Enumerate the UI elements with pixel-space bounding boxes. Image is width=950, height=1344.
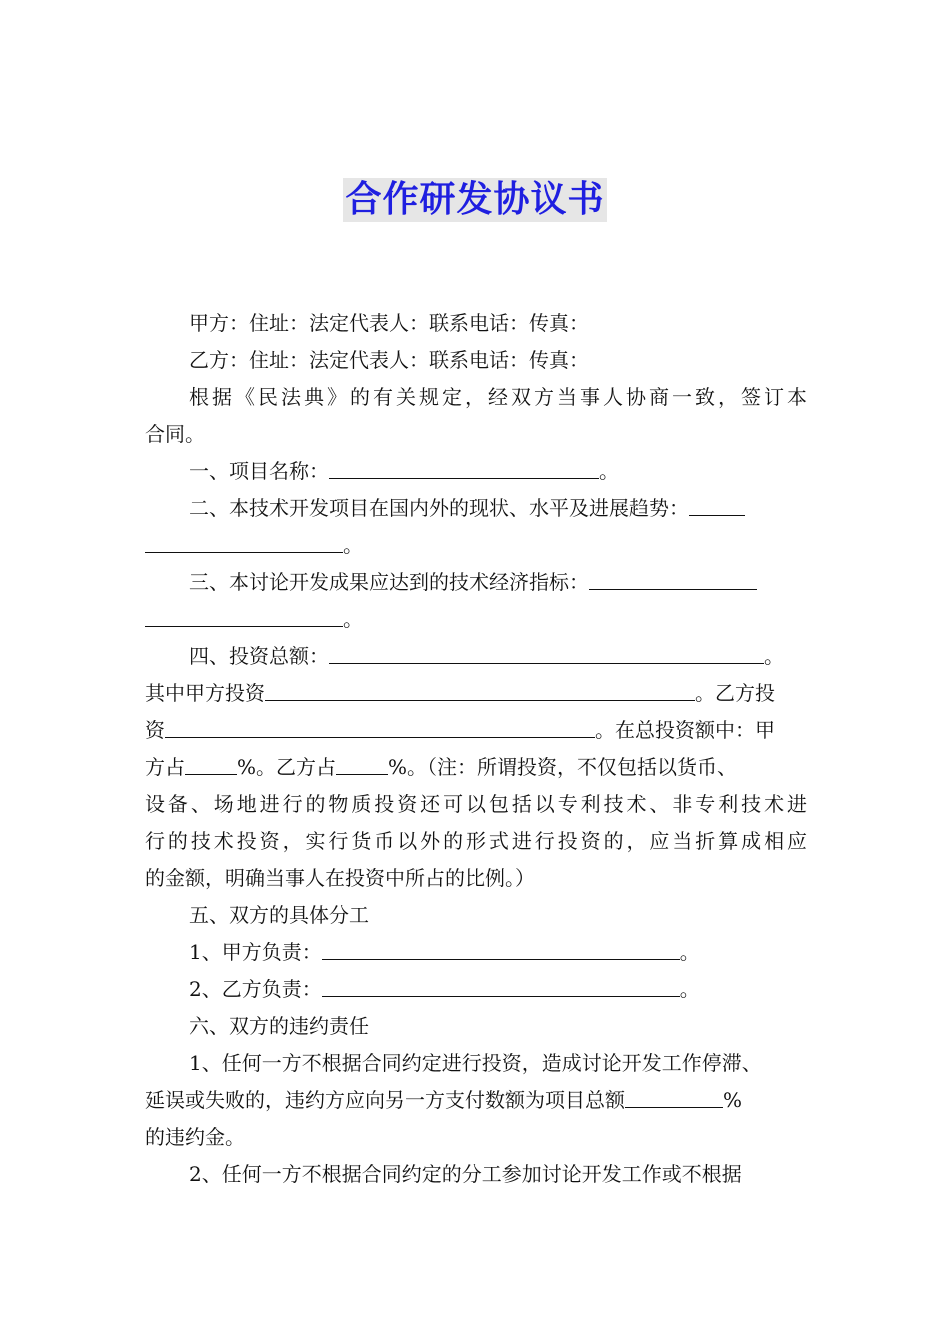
section-1-end: 。 <box>599 459 619 483</box>
preamble-line-1: 根据《民法典》的有关规定，经双方当事人协商一致，签订本 <box>189 385 807 409</box>
preamble-line-2: 合同。 <box>145 422 205 446</box>
status-blank-1 <box>689 493 745 516</box>
party-b-duty-label: 2、乙方负责： <box>189 977 322 1001</box>
party-a-invest-label: 其中甲方投资 <box>145 681 265 705</box>
party-a-share-label: 方占 <box>145 755 185 779</box>
penalty-percent-sign: % <box>723 1088 743 1112</box>
section-5-item-2-end: 。 <box>679 977 700 1001</box>
note-line-2: 设备、场地进行的物质投资还可以包括以专利技术、非专利技术进 <box>145 792 807 816</box>
section-1-project-name <box>145 453 807 490</box>
clause-1-line-3: 的违约金。 <box>145 1125 245 1149</box>
section-3-indicators <box>145 564 807 601</box>
party-b-line: 乙方：住址：法定代表人：联系电话：传真： <box>189 348 589 372</box>
section-4-party-b-investment <box>145 712 807 749</box>
note-line-3: 行的技术投资，实行货币以外的形式进行投资的，应当折算成相应 <box>145 829 807 853</box>
party-a-investment-blank <box>265 678 695 701</box>
section-3-end: 。 <box>343 607 363 631</box>
party-b-investment-blank <box>165 715 595 738</box>
clause-1-text: 延误或失败的，违约方应向另一方支付数额为项目总额 <box>145 1088 625 1112</box>
project-name-blank <box>329 456 599 479</box>
section-4-label: 四、投资总额： <box>189 644 329 668</box>
section-4-shares <box>145 749 807 786</box>
section-2-end: 。 <box>343 533 363 557</box>
party-b-duty-blank <box>322 974 680 997</box>
indicators-blank-2 <box>145 604 343 627</box>
party-b-invest-label: 资 <box>145 718 165 742</box>
party-a-share-blank <box>185 752 237 775</box>
note-line-4: 的金额，明确当事人在投资中所占的比例。） <box>145 866 535 890</box>
section-4-end1: 。 <box>764 644 784 668</box>
section-2-status <box>145 490 807 527</box>
section-5-item-1-end: 。 <box>679 940 700 964</box>
party-a-line: 甲方：住址：法定代表人：联系电话：传真： <box>189 311 589 335</box>
party-a-duty-label: 1、甲方负责： <box>189 940 322 964</box>
party-b-share-label: %。乙方占 <box>237 755 337 779</box>
clause-1-line-2 <box>145 1082 807 1119</box>
section-2-continuation <box>145 527 807 564</box>
section-6-heading: 六、双方的违约责任 <box>189 1014 369 1038</box>
section-4-party-a-investment <box>145 675 807 712</box>
total-investment-blank <box>329 641 764 664</box>
total-share-label: 。在总投资额中：甲 <box>595 718 775 742</box>
party-b-share-blank <box>336 752 388 775</box>
penalty-percent-blank <box>625 1085 723 1108</box>
party-a-duty-blank <box>322 937 680 960</box>
document-title: 合作研发协议书 <box>345 179 605 220</box>
clause-2-line-1: 2、任何一方不根据合同约定的分工参加讨论开发工作或不根据 <box>189 1162 742 1186</box>
section-5-item-1 <box>145 934 807 971</box>
section-3-label: 三、本讨论开发成果应达到的技术经济指标： <box>189 570 589 594</box>
title-container <box>0 178 950 222</box>
section-4-total-investment <box>145 638 807 675</box>
section-2-label: 二、本技术开发项目在国内外的现状、水平及进展趋势： <box>189 496 689 520</box>
section-1-label: 一、项目名称： <box>189 459 329 483</box>
clause-1-line-1: 1、任何一方不根据合同约定进行投资，造成讨论开发工作停滞、 <box>189 1051 762 1075</box>
note-start: %。（注：所谓投资，不仅包括以货币、 <box>388 755 738 779</box>
section-3-continuation <box>145 601 807 638</box>
section-5-item-2 <box>145 971 807 1008</box>
status-blank-2 <box>145 530 343 553</box>
document-body <box>145 305 807 1193</box>
section-5-heading: 五、双方的具体分工 <box>189 903 369 927</box>
party-b-invest-start: 。乙方投 <box>695 681 775 705</box>
indicators-blank-1 <box>589 567 757 590</box>
